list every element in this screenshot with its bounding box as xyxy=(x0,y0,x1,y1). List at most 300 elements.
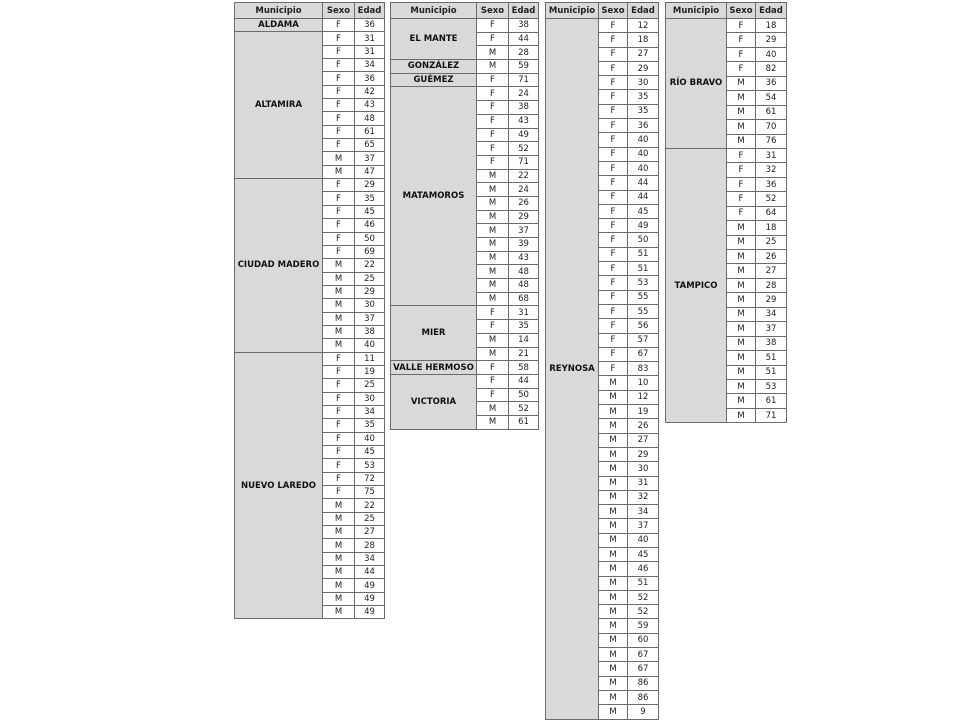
sexo-cell: F xyxy=(599,362,628,376)
sexo-cell: M xyxy=(599,562,628,576)
edad-cell: 31 xyxy=(355,45,385,58)
sexo-cell: M xyxy=(323,299,355,312)
edad-cell: 26 xyxy=(509,196,539,210)
table-header xyxy=(235,3,385,19)
edad-cell: 52 xyxy=(756,192,787,206)
sexo-cell: F xyxy=(727,206,756,220)
edad-cell: 34 xyxy=(756,307,787,321)
sexo-cell: F xyxy=(477,374,509,388)
sexo-cell: F xyxy=(477,32,509,46)
edad-cell: 49 xyxy=(355,592,385,605)
sexo-cell: F xyxy=(323,432,355,445)
edad-cell: 24 xyxy=(509,183,539,197)
edad-cell: 10 xyxy=(628,376,659,390)
sexo-cell: M xyxy=(599,676,628,690)
sexo-cell: F xyxy=(599,104,628,118)
edad-cell: 53 xyxy=(756,379,787,393)
edad-cell: 38 xyxy=(355,325,385,338)
table-row xyxy=(391,374,539,388)
sexo-cell: M xyxy=(599,405,628,419)
sexo-cell: M xyxy=(599,462,628,476)
sexo-cell: F xyxy=(599,262,628,276)
edad-cell: 34 xyxy=(355,552,385,565)
header-row xyxy=(666,3,787,19)
sexo-cell: M xyxy=(599,690,628,704)
edad-cell: 71 xyxy=(509,73,539,87)
sexo-cell: F xyxy=(599,61,628,75)
sexo-cell: M xyxy=(323,325,355,338)
edad-cell: 27 xyxy=(628,47,659,61)
edad-cell: 19 xyxy=(355,365,385,378)
sexo-cell: F xyxy=(323,45,355,58)
sexo-cell: M xyxy=(477,333,509,347)
sexo-cell: M xyxy=(727,235,756,249)
sexo-cell: F xyxy=(477,320,509,334)
edad-cell: 82 xyxy=(756,62,787,76)
edad-cell: 12 xyxy=(628,19,659,33)
edad-cell: 75 xyxy=(355,486,385,499)
sexo-cell: M xyxy=(477,279,509,293)
edad-cell: 52 xyxy=(628,590,659,604)
sexo-cell: F xyxy=(599,119,628,133)
sexo-cell: M xyxy=(477,347,509,361)
sexo-cell: F xyxy=(477,388,509,402)
edad-cell: 30 xyxy=(628,76,659,90)
sexo-cell: M xyxy=(727,250,756,264)
sexo-cell: F xyxy=(727,62,756,76)
edad-cell: 36 xyxy=(355,19,385,32)
municipio-cell: GUÉMEZ xyxy=(391,73,477,87)
sexo-cell: F xyxy=(599,161,628,175)
edad-cell: 52 xyxy=(509,402,539,416)
edad-cell: 40 xyxy=(628,133,659,147)
sexo-cell: F xyxy=(323,486,355,499)
sexo-cell: M xyxy=(599,390,628,404)
table-header xyxy=(546,3,659,19)
sexo-cell: F xyxy=(599,176,628,190)
sexo-cell: M xyxy=(599,576,628,590)
sexo-cell: F xyxy=(599,233,628,247)
sexo-cell: F xyxy=(477,114,509,128)
sexo-cell: M xyxy=(727,221,756,235)
sexo-cell: M xyxy=(727,394,756,408)
edad-cell: 21 xyxy=(509,347,539,361)
edad-cell: 32 xyxy=(628,490,659,504)
sexo-cell: F xyxy=(323,405,355,418)
sexo-cell: M xyxy=(727,336,756,350)
sexo-cell: M xyxy=(599,533,628,547)
edad-cell: 31 xyxy=(509,306,539,320)
sexo-cell: F xyxy=(323,219,355,232)
sexo-cell: F xyxy=(599,47,628,61)
municipio-cell: MATAMOROS xyxy=(391,87,477,306)
column-header-edad: Edad xyxy=(355,3,385,19)
column-header-sexo: Sexo xyxy=(727,3,756,19)
edad-cell: 25 xyxy=(355,379,385,392)
sexo-cell: M xyxy=(477,169,509,183)
edad-cell: 35 xyxy=(355,419,385,432)
edad-cell: 67 xyxy=(628,648,659,662)
sexo-cell: M xyxy=(727,76,756,90)
edad-cell: 44 xyxy=(628,190,659,204)
sexo-cell: F xyxy=(323,192,355,205)
sexo-cell: F xyxy=(323,392,355,405)
edad-cell: 37 xyxy=(756,322,787,336)
sexo-cell: F xyxy=(727,148,756,162)
edad-cell: 55 xyxy=(628,290,659,304)
edad-cell: 43 xyxy=(355,99,385,112)
sexo-cell: F xyxy=(477,155,509,169)
sexo-cell: F xyxy=(727,177,756,191)
edad-cell: 50 xyxy=(355,232,385,245)
edad-cell: 30 xyxy=(628,462,659,476)
sexo-cell: M xyxy=(599,590,628,604)
edad-cell: 50 xyxy=(628,233,659,247)
edad-cell: 51 xyxy=(756,351,787,365)
edad-cell: 65 xyxy=(355,139,385,152)
column-header-edad: Edad xyxy=(628,3,659,19)
table-row xyxy=(391,306,539,320)
edad-cell: 26 xyxy=(756,250,787,264)
sexo-cell: M xyxy=(727,365,756,379)
sexo-cell: M xyxy=(477,402,509,416)
column-header-edad: Edad xyxy=(756,3,787,19)
edad-cell: 31 xyxy=(756,148,787,162)
sexo-cell: F xyxy=(727,47,756,61)
edad-cell: 37 xyxy=(628,519,659,533)
edad-cell: 40 xyxy=(628,533,659,547)
edad-cell: 25 xyxy=(756,235,787,249)
sexo-cell: M xyxy=(323,512,355,525)
edad-cell: 27 xyxy=(355,526,385,539)
edad-cell: 43 xyxy=(509,114,539,128)
sexo-cell: F xyxy=(323,205,355,218)
edad-cell: 40 xyxy=(756,47,787,61)
sexo-cell: M xyxy=(599,547,628,561)
edad-cell: 35 xyxy=(355,192,385,205)
sexo-cell: F xyxy=(323,245,355,258)
sexo-cell: F xyxy=(599,290,628,304)
sexo-cell: F xyxy=(599,147,628,161)
municipio-cell: VALLE HERMOSO xyxy=(391,361,477,375)
edad-cell: 26 xyxy=(628,419,659,433)
sexo-cell: F xyxy=(599,219,628,233)
municipio-table-4 xyxy=(665,2,787,423)
sexo-cell: M xyxy=(599,619,628,633)
sexo-cell: F xyxy=(323,446,355,459)
sexo-cell: F xyxy=(323,32,355,45)
edad-cell: 22 xyxy=(509,169,539,183)
sexo-cell: M xyxy=(599,490,628,504)
edad-cell: 76 xyxy=(756,134,787,148)
sexo-cell: F xyxy=(477,306,509,320)
edad-cell: 18 xyxy=(756,19,787,33)
edad-cell: 52 xyxy=(509,142,539,156)
municipio-cell: CIUDAD MADERO xyxy=(235,179,323,352)
table-row xyxy=(235,179,385,192)
sexo-cell: F xyxy=(323,112,355,125)
sexo-cell: M xyxy=(323,165,355,178)
table-row xyxy=(391,60,539,74)
municipio-cell: VICTORIA xyxy=(391,374,477,429)
edad-cell: 48 xyxy=(509,279,539,293)
edad-cell: 53 xyxy=(355,459,385,472)
sexo-cell: M xyxy=(599,419,628,433)
edad-cell: 29 xyxy=(509,210,539,224)
municipio-cell: ALDAMA xyxy=(235,19,323,32)
edad-cell: 45 xyxy=(628,547,659,561)
edad-cell: 58 xyxy=(509,361,539,375)
edad-cell: 49 xyxy=(355,606,385,619)
header-row xyxy=(235,3,385,19)
edad-cell: 44 xyxy=(509,32,539,46)
municipio-table-3 xyxy=(545,2,659,720)
sexo-cell: F xyxy=(599,204,628,218)
table-header xyxy=(391,3,539,19)
edad-cell: 45 xyxy=(355,205,385,218)
sexo-cell: M xyxy=(727,134,756,148)
edad-cell: 44 xyxy=(355,566,385,579)
edad-cell: 38 xyxy=(756,336,787,350)
edad-cell: 38 xyxy=(509,19,539,33)
sexo-cell: F xyxy=(599,333,628,347)
sexo-cell: F xyxy=(477,142,509,156)
sexo-cell: F xyxy=(323,125,355,138)
edad-cell: 57 xyxy=(628,333,659,347)
edad-cell: 61 xyxy=(756,394,787,408)
sexo-cell: M xyxy=(323,285,355,298)
edad-cell: 45 xyxy=(628,204,659,218)
edad-cell: 29 xyxy=(756,33,787,47)
edad-cell: 34 xyxy=(628,505,659,519)
edad-cell: 67 xyxy=(628,347,659,361)
sexo-cell: F xyxy=(727,192,756,206)
edad-cell: 43 xyxy=(509,251,539,265)
edad-cell: 37 xyxy=(355,312,385,325)
edad-cell: 48 xyxy=(355,112,385,125)
edad-cell: 61 xyxy=(509,415,539,429)
edad-cell: 44 xyxy=(509,374,539,388)
sexo-cell: F xyxy=(323,365,355,378)
column-header-edad: Edad xyxy=(509,3,539,19)
edad-cell: 34 xyxy=(355,405,385,418)
sexo-cell: M xyxy=(727,408,756,422)
edad-cell: 24 xyxy=(509,87,539,101)
table-row xyxy=(235,32,385,45)
edad-cell: 30 xyxy=(355,299,385,312)
municipio-table-2 xyxy=(390,2,539,430)
sexo-cell: M xyxy=(727,120,756,134)
edad-cell: 86 xyxy=(628,676,659,690)
edad-cell: 36 xyxy=(628,119,659,133)
edad-cell: 31 xyxy=(355,32,385,45)
sexo-cell: F xyxy=(323,379,355,392)
sexo-cell: M xyxy=(477,183,509,197)
edad-cell: 70 xyxy=(756,120,787,134)
column-header-sexo: Sexo xyxy=(599,3,628,19)
edad-cell: 49 xyxy=(509,128,539,142)
municipio-cell: NUEVO LAREDO xyxy=(235,352,323,619)
edad-cell: 59 xyxy=(509,60,539,74)
sexo-cell: M xyxy=(477,196,509,210)
sexo-cell: F xyxy=(477,361,509,375)
edad-cell: 34 xyxy=(355,59,385,72)
sexo-cell: M xyxy=(477,60,509,74)
sexo-cell: F xyxy=(477,101,509,115)
edad-cell: 35 xyxy=(628,104,659,118)
edad-cell: 22 xyxy=(355,259,385,272)
edad-cell: 40 xyxy=(355,432,385,445)
sexo-cell: M xyxy=(477,224,509,238)
sexo-cell: M xyxy=(727,322,756,336)
edad-cell: 35 xyxy=(509,320,539,334)
sexo-cell: M xyxy=(323,259,355,272)
sexo-cell: M xyxy=(599,476,628,490)
edad-cell: 71 xyxy=(509,155,539,169)
sexo-cell: F xyxy=(727,19,756,33)
sexo-cell: M xyxy=(599,505,628,519)
edad-cell: 71 xyxy=(756,408,787,422)
sexo-cell: M xyxy=(599,519,628,533)
table-row xyxy=(235,352,385,365)
edad-cell: 55 xyxy=(628,304,659,318)
edad-cell: 36 xyxy=(355,72,385,85)
sexo-cell: F xyxy=(599,19,628,33)
sexo-cell: F xyxy=(323,59,355,72)
sexo-cell: M xyxy=(323,339,355,352)
table-body xyxy=(546,19,659,720)
sexo-cell: M xyxy=(323,606,355,619)
sexo-cell: F xyxy=(477,19,509,33)
sexo-cell: F xyxy=(727,163,756,177)
sexo-cell: M xyxy=(599,605,628,619)
sexo-cell: F xyxy=(599,133,628,147)
edad-cell: 61 xyxy=(756,105,787,119)
sexo-cell: M xyxy=(323,312,355,325)
sexo-cell: F xyxy=(323,459,355,472)
column-header-sexo: Sexo xyxy=(323,3,355,19)
edad-cell: 72 xyxy=(355,472,385,485)
edad-cell: 51 xyxy=(628,262,659,276)
sexo-cell: M xyxy=(477,238,509,252)
sexo-cell: M xyxy=(323,526,355,539)
edad-cell: 45 xyxy=(355,446,385,459)
sexo-cell: F xyxy=(477,87,509,101)
sexo-cell: M xyxy=(477,265,509,279)
table-row xyxy=(391,87,539,101)
sexo-cell: M xyxy=(727,105,756,119)
sexo-cell: M xyxy=(323,592,355,605)
municipio-cell: REYNOSA xyxy=(546,19,599,720)
edad-cell: 40 xyxy=(355,339,385,352)
sexo-cell: F xyxy=(599,90,628,104)
edad-cell: 36 xyxy=(756,76,787,90)
edad-cell: 49 xyxy=(355,579,385,592)
edad-cell: 50 xyxy=(509,388,539,402)
sexo-cell: M xyxy=(323,272,355,285)
edad-cell: 25 xyxy=(355,512,385,525)
edad-cell: 83 xyxy=(628,362,659,376)
edad-cell: 51 xyxy=(756,365,787,379)
edad-cell: 32 xyxy=(756,163,787,177)
sexo-cell: F xyxy=(599,347,628,361)
sexo-cell: M xyxy=(477,415,509,429)
edad-cell: 56 xyxy=(628,319,659,333)
sexo-cell: M xyxy=(599,705,628,719)
table-row xyxy=(391,73,539,87)
sexo-cell: M xyxy=(599,376,628,390)
edad-cell: 19 xyxy=(628,405,659,419)
sexo-cell: F xyxy=(599,247,628,261)
sexo-cell: F xyxy=(599,190,628,204)
municipio-cell: TAMPICO xyxy=(666,148,727,422)
edad-cell: 60 xyxy=(628,633,659,647)
sexo-cell: F xyxy=(599,276,628,290)
sexo-cell: M xyxy=(477,292,509,306)
edad-cell: 9 xyxy=(628,705,659,719)
sexo-cell: F xyxy=(727,33,756,47)
sexo-cell: M xyxy=(727,351,756,365)
edad-cell: 27 xyxy=(628,433,659,447)
sexo-cell: F xyxy=(323,419,355,432)
edad-cell: 54 xyxy=(756,91,787,105)
table-row xyxy=(391,19,539,33)
edad-cell: 28 xyxy=(355,539,385,552)
edad-cell: 46 xyxy=(628,562,659,576)
sexo-cell: M xyxy=(599,433,628,447)
edad-cell: 11 xyxy=(355,352,385,365)
edad-cell: 27 xyxy=(756,264,787,278)
edad-cell: 40 xyxy=(628,161,659,175)
edad-cell: 38 xyxy=(509,101,539,115)
edad-cell: 51 xyxy=(628,576,659,590)
table-row xyxy=(391,361,539,375)
sexo-cell: M xyxy=(477,46,509,60)
table-row xyxy=(666,19,787,33)
sexo-cell: M xyxy=(727,379,756,393)
sexo-cell: M xyxy=(599,447,628,461)
sexo-cell: F xyxy=(323,72,355,85)
sexo-cell: M xyxy=(477,251,509,265)
sexo-cell: F xyxy=(599,304,628,318)
municipio-cell: MIER xyxy=(391,306,477,361)
edad-cell: 14 xyxy=(509,333,539,347)
edad-cell: 29 xyxy=(628,61,659,75)
sexo-cell: F xyxy=(599,76,628,90)
sexo-cell: M xyxy=(323,552,355,565)
sexo-cell: M xyxy=(323,566,355,579)
sexo-cell: M xyxy=(599,648,628,662)
edad-cell: 61 xyxy=(355,125,385,138)
edad-cell: 22 xyxy=(355,499,385,512)
edad-cell: 68 xyxy=(509,292,539,306)
sexo-cell: F xyxy=(323,139,355,152)
edad-cell: 42 xyxy=(355,85,385,98)
edad-cell: 69 xyxy=(355,245,385,258)
edad-cell: 37 xyxy=(355,152,385,165)
edad-cell: 31 xyxy=(628,476,659,490)
table-row xyxy=(666,148,787,162)
header-row xyxy=(391,3,539,19)
edad-cell: 67 xyxy=(628,662,659,676)
column-header-municipio: Municipio xyxy=(666,3,727,19)
sexo-cell: F xyxy=(599,319,628,333)
edad-cell: 46 xyxy=(355,219,385,232)
sexo-cell: F xyxy=(477,73,509,87)
edad-cell: 35 xyxy=(628,90,659,104)
edad-cell: 59 xyxy=(628,619,659,633)
sexo-cell: M xyxy=(727,278,756,292)
